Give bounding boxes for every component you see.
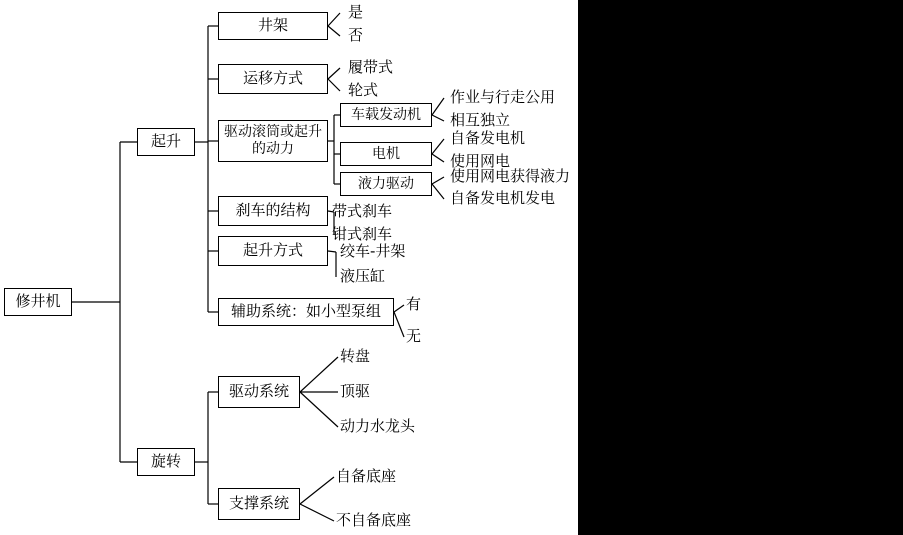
node-lifting-method[interactable]: 起升方式 <box>218 236 328 266</box>
leaf-rotary-table: 转盘 <box>340 347 371 365</box>
leaf-shared-operation-travel: 作业与行走公用 <box>450 88 556 106</box>
node-branch-lifting[interactable]: 起升 <box>137 128 195 156</box>
node-root[interactable]: 修井机 <box>4 288 72 316</box>
leaf-auxiliary-yes: 有 <box>406 295 422 313</box>
leaf-hydraulic-cylinder: 液压缸 <box>340 267 386 285</box>
node-onboard-engine[interactable]: 车载发动机 <box>340 103 432 127</box>
node-hydraulic-drive[interactable]: 液力驱动 <box>340 172 432 196</box>
node-derrick[interactable]: 井架 <box>218 12 328 40</box>
leaf-drawworks-derrick: 绞车-井架 <box>340 242 406 260</box>
leaf-no-own-base: 不自备底座 <box>336 511 412 529</box>
leaf-own-generator: 自备发电机 <box>450 129 526 147</box>
leaf-own-base: 自备底座 <box>336 467 397 485</box>
leaf-grid-power: 使用网电 <box>450 152 511 170</box>
leaf-derrick-no: 否 <box>348 26 364 44</box>
leaf-band-brake: 带式刹车 <box>332 202 393 220</box>
node-drive-system[interactable]: 驱动系统 <box>218 376 300 408</box>
node-branch-rotation[interactable]: 旋转 <box>137 448 195 476</box>
node-drum-power[interactable]: 驱动滚筒或起升的动力 <box>218 120 328 162</box>
node-brake-structure[interactable]: 刹车的结构 <box>218 196 328 226</box>
leaf-crawler-type: 履带式 <box>348 58 394 76</box>
leaf-mutually-independent: 相互独立 <box>450 111 511 129</box>
leaf-top-drive: 顶驱 <box>340 382 371 400</box>
node-transport-mode[interactable]: 运移方式 <box>218 64 328 94</box>
node-electric-motor[interactable]: 电机 <box>340 142 432 166</box>
leaf-grid-hydraulic: 使用网电获得液力 <box>450 167 571 185</box>
node-auxiliary-system[interactable]: 辅助系统：如小型泵组 <box>218 298 394 326</box>
leaf-wheeled-type: 轮式 <box>348 81 379 99</box>
leaf-derrick-yes: 是 <box>348 3 364 21</box>
leaf-caliper-brake: 钳式刹车 <box>332 225 393 243</box>
leaf-auxiliary-no: 无 <box>406 327 422 345</box>
node-support-system[interactable]: 支撑系统 <box>218 488 300 520</box>
leaf-own-generator-power: 自备发电机发电 <box>450 189 556 207</box>
leaf-power-swivel: 动力水龙头 <box>340 417 416 435</box>
